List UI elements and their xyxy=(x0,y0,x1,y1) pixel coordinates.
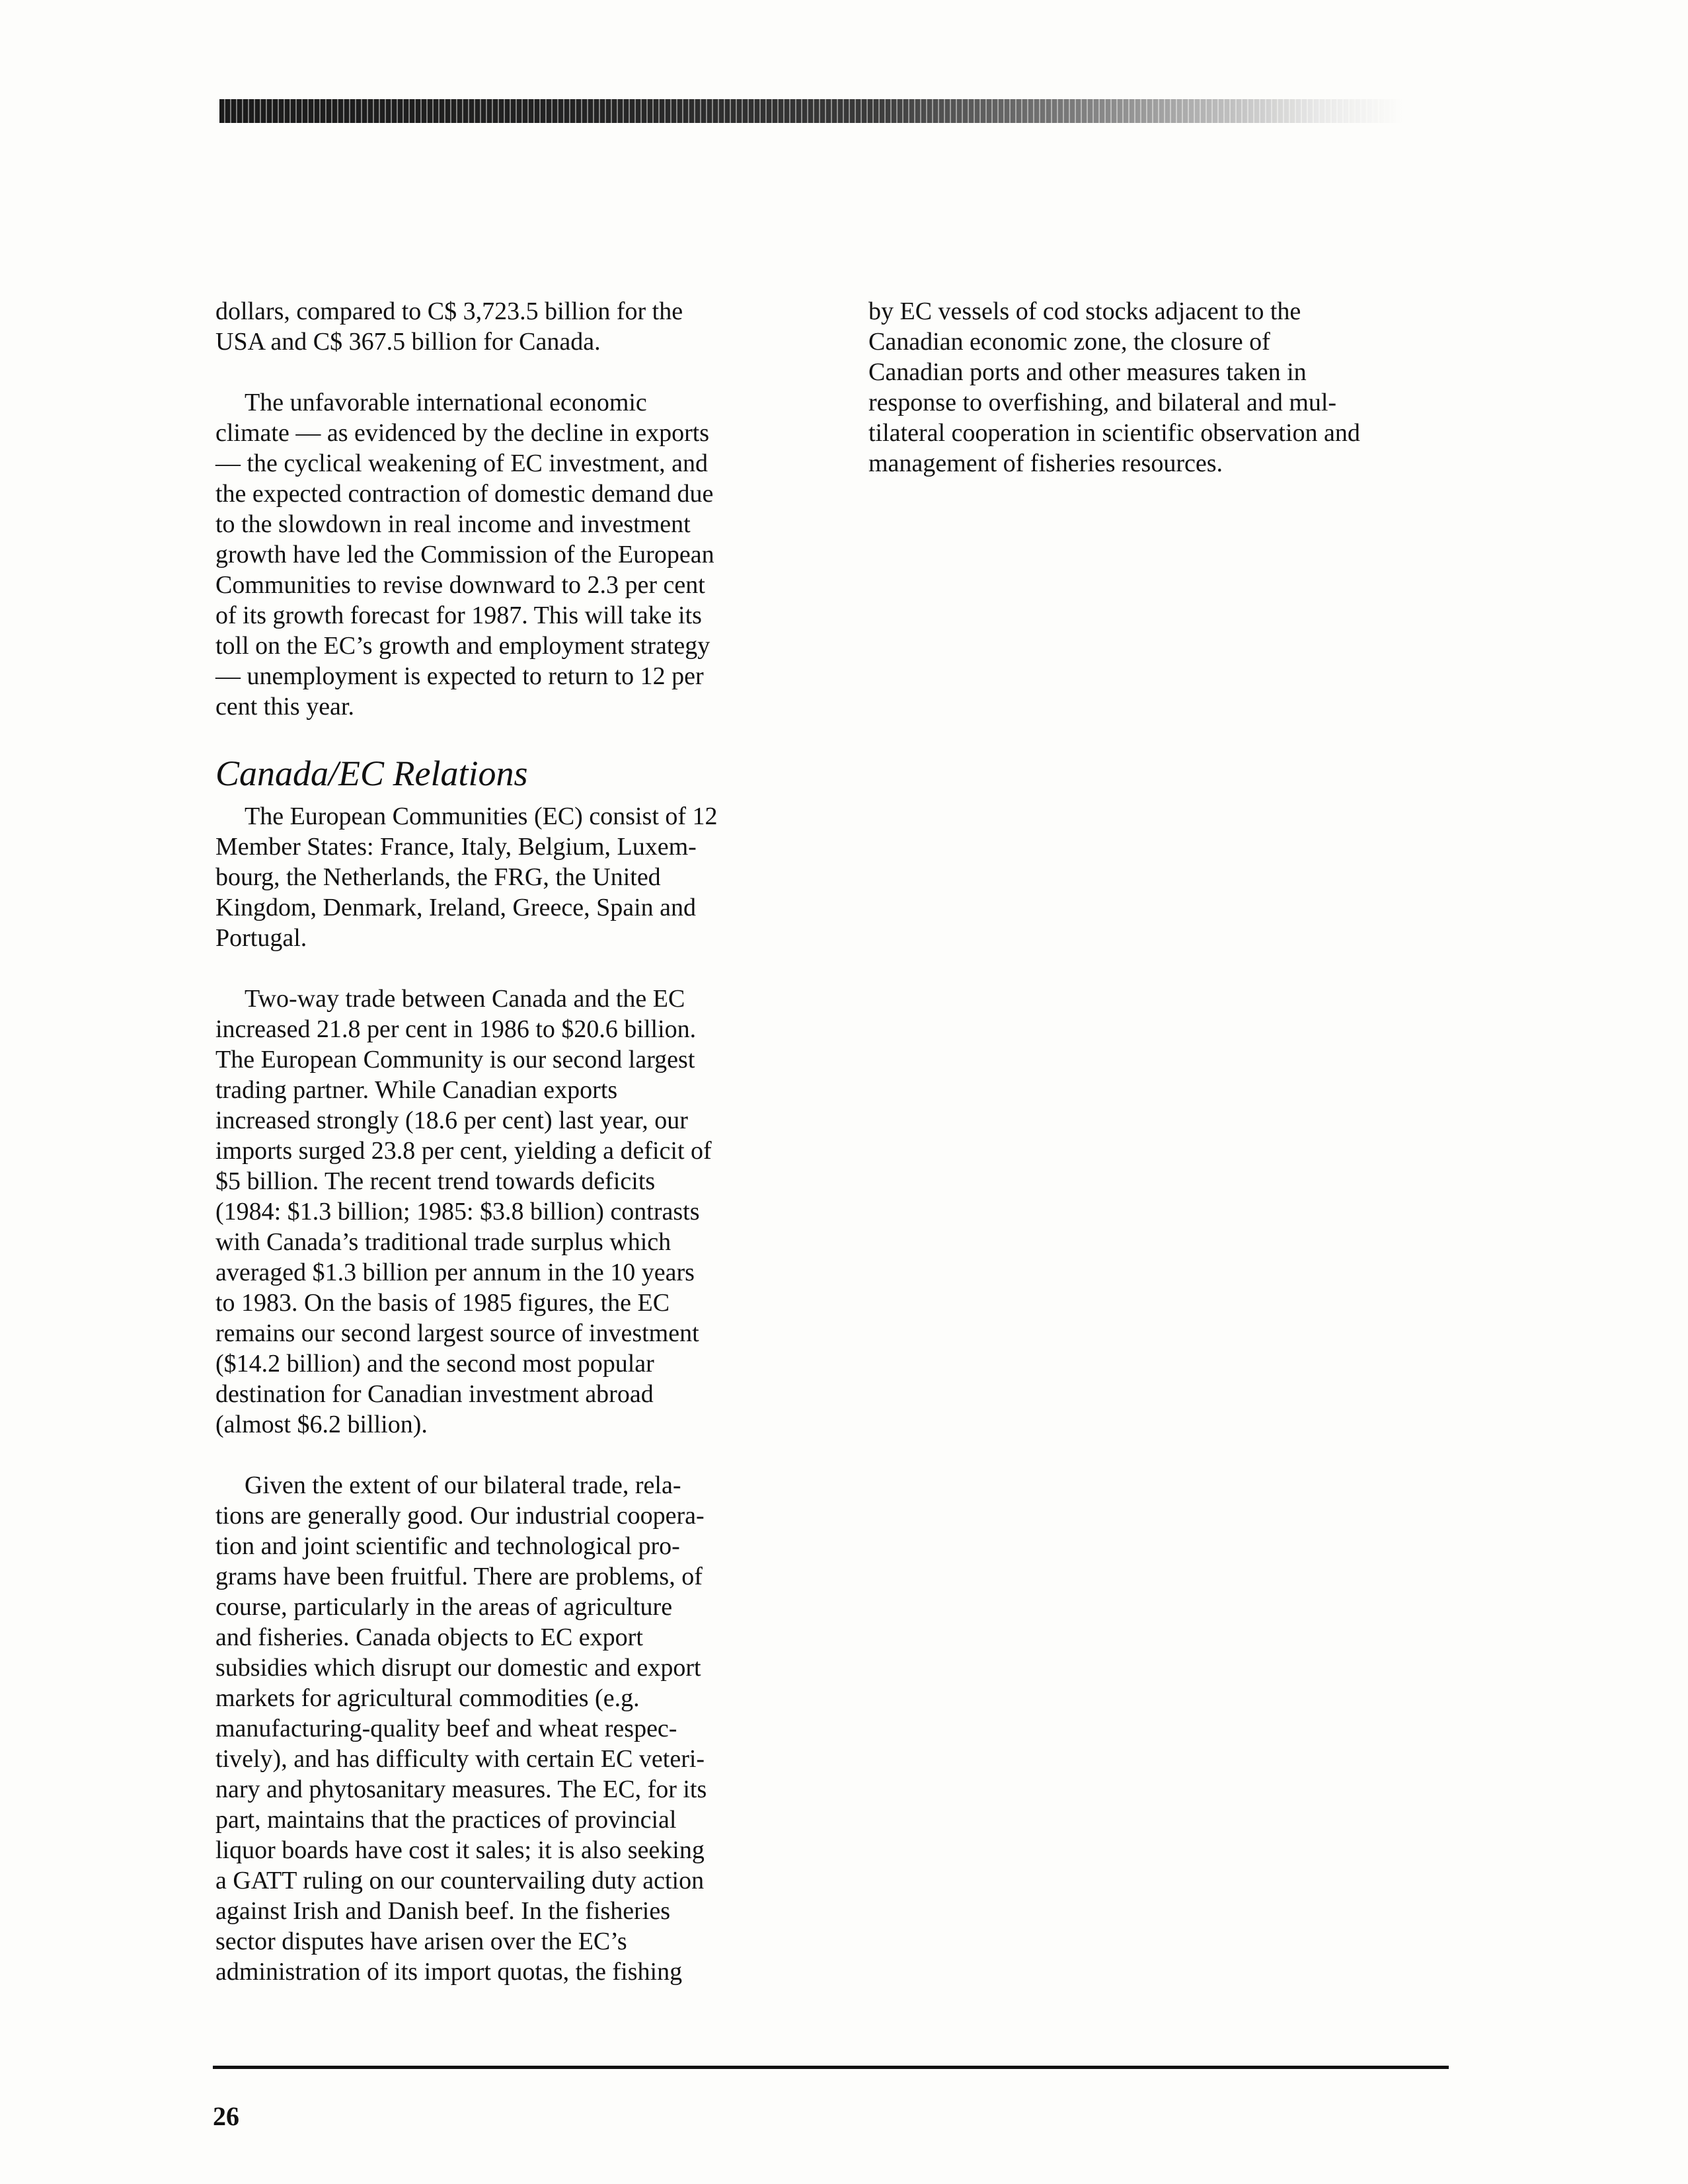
right-column xyxy=(868,296,1463,509)
paragraph-line: averaged $1.3 billion per annum in the 10 years xyxy=(215,1259,695,1286)
paragraph-line: by EC vessels of cod stocks adjacent to the xyxy=(868,297,1301,325)
top-decorative-bar xyxy=(219,99,1402,123)
paragraph-line: toll on the EC’s growth and employment strategy xyxy=(215,632,710,660)
paragraph-line: markets for agricultural commodities (e.g. xyxy=(215,1684,640,1712)
paragraph-line: tilateral cooperation in scientific observation and xyxy=(868,419,1360,447)
paragraph-line: and fisheries. Canada objects to EC export xyxy=(215,1623,643,1651)
relations-paragraph xyxy=(215,1470,810,1987)
paragraph-line: increased 21.8 per cent in 1986 to $20.6 billion. xyxy=(215,1015,697,1043)
paragraph-line: — unemployment is expected to return to 12 per xyxy=(215,662,704,690)
paragraph-line: cent this year. xyxy=(215,693,354,721)
paragraph-line: against Irish and Danish beef. In the fisheries xyxy=(215,1897,671,1925)
paragraph-line: sector disputes have arisen over the EC’s xyxy=(215,1928,627,1955)
paragraph-line: subsidies which disrupt our domestic and export xyxy=(215,1654,701,1682)
paragraph-line: increased strongly (18.6 per cent) last year, our xyxy=(215,1107,688,1134)
paragraph-line: The European Communities (EC) consist of 12 xyxy=(245,802,718,830)
paragraph-line: (1984: $1.3 billion; 1985: $3.8 billion) contrasts xyxy=(215,1198,700,1226)
paragraph-line: nary and phytosanitary measures. The EC, for its xyxy=(215,1775,707,1803)
paragraph-line: to 1983. On the basis of 1985 figures, the EC xyxy=(215,1289,670,1317)
section-heading: Canada/EC Relations xyxy=(215,754,528,793)
paragraph-line: liquor boards have cost it sales; it is also seeking xyxy=(215,1836,705,1864)
paragraph-line: Communities to revise downward to 2.3 per cent xyxy=(215,571,705,599)
paragraph-line: ($14.2 billion) and the second most popular xyxy=(215,1350,654,1378)
paragraph-line: Canadian economic zone, the closure of xyxy=(868,328,1270,356)
paragraph-line: The unfavorable international economic xyxy=(245,389,647,416)
paragraph-line: Given the extent of our bilateral trade, rela- xyxy=(245,1471,681,1499)
members-paragraph xyxy=(215,801,810,953)
paragraph-line: tions are generally good. Our industrial coopera- xyxy=(215,1502,705,1530)
paragraph-line: Member States: France, Italy, Belgium, Luxem- xyxy=(215,833,697,861)
paragraph-line: $5 billion. The recent trend towards deficits xyxy=(215,1167,656,1195)
paragraph-line: destination for Canadian investment abroad xyxy=(215,1380,654,1408)
paragraph-line: Portugal. xyxy=(215,924,307,952)
paragraph-line: imports surged 23.8 per cent, yielding a deficit of xyxy=(215,1137,712,1165)
paragraph-line: growth have led the Commission of the European xyxy=(215,541,714,568)
paragraph-line: (almost $6.2 billion). xyxy=(215,1411,428,1438)
paragraph-line: course, particularly in the areas of agriculture xyxy=(215,1593,673,1621)
paragraph-line: management of fisheries resources. xyxy=(868,449,1223,477)
paragraph-line: of its growth forecast for 1987. This will take its xyxy=(215,602,702,629)
paragraph-line: trading partner. While Canadian exports xyxy=(215,1076,618,1104)
paragraph-line: manufacturing-quality beef and wheat respec- xyxy=(215,1715,677,1742)
paragraph-line: remains our second largest source of investment xyxy=(215,1319,699,1347)
page-number: 26 xyxy=(213,2101,239,2131)
paragraph-line: — the cyclical weakening of EC investment, and xyxy=(215,449,708,477)
paragraph-line: dollars, compared to C$ 3,723.5 billion for the xyxy=(215,297,683,325)
intro-paragraph xyxy=(215,296,810,357)
paragraph-line: response to overfishing, and bilateral and mul- xyxy=(868,389,1337,416)
paragraph-line: with Canada’s traditional trade surplus which xyxy=(215,1228,671,1256)
paragraph-line: grams have been fruitful. There are problems, of xyxy=(215,1563,703,1590)
climate-paragraph xyxy=(215,387,810,722)
paragraph-line: Two-way trade between Canada and the EC xyxy=(245,985,685,1013)
paragraph-line: a GATT ruling on our countervailing duty action xyxy=(215,1867,705,1894)
paragraph-line: administration of its import quotas, the fishing xyxy=(215,1958,683,1986)
paragraph-line: the expected contraction of domestic demand due xyxy=(215,480,714,508)
footer-rule xyxy=(213,2066,1449,2069)
paragraph-line: tively), and has difficulty with certain EC veteri- xyxy=(215,1745,705,1773)
continued-paragraph xyxy=(868,296,1463,479)
paragraph-line: USA and C$ 367.5 billion for Canada. xyxy=(215,328,601,356)
paragraph-line: climate — as evidenced by the decline in exports xyxy=(215,419,710,447)
paragraph-line: to the slowdown in real income and investment xyxy=(215,510,691,538)
paragraph-line: The European Community is our second largest xyxy=(215,1046,695,1073)
paragraph-line: Canadian ports and other measures taken in xyxy=(868,358,1307,386)
paragraph-line: part, maintains that the practices of provincial xyxy=(215,1806,677,1834)
paragraph-line: tion and joint scientific and technological pro- xyxy=(215,1532,680,1560)
left-column xyxy=(215,296,810,2017)
trade-paragraph xyxy=(215,984,810,1440)
paragraph-line: bourg, the Netherlands, the FRG, the United xyxy=(215,863,661,891)
paragraph-line: Kingdom, Denmark, Ireland, Greece, Spain and xyxy=(215,894,697,921)
